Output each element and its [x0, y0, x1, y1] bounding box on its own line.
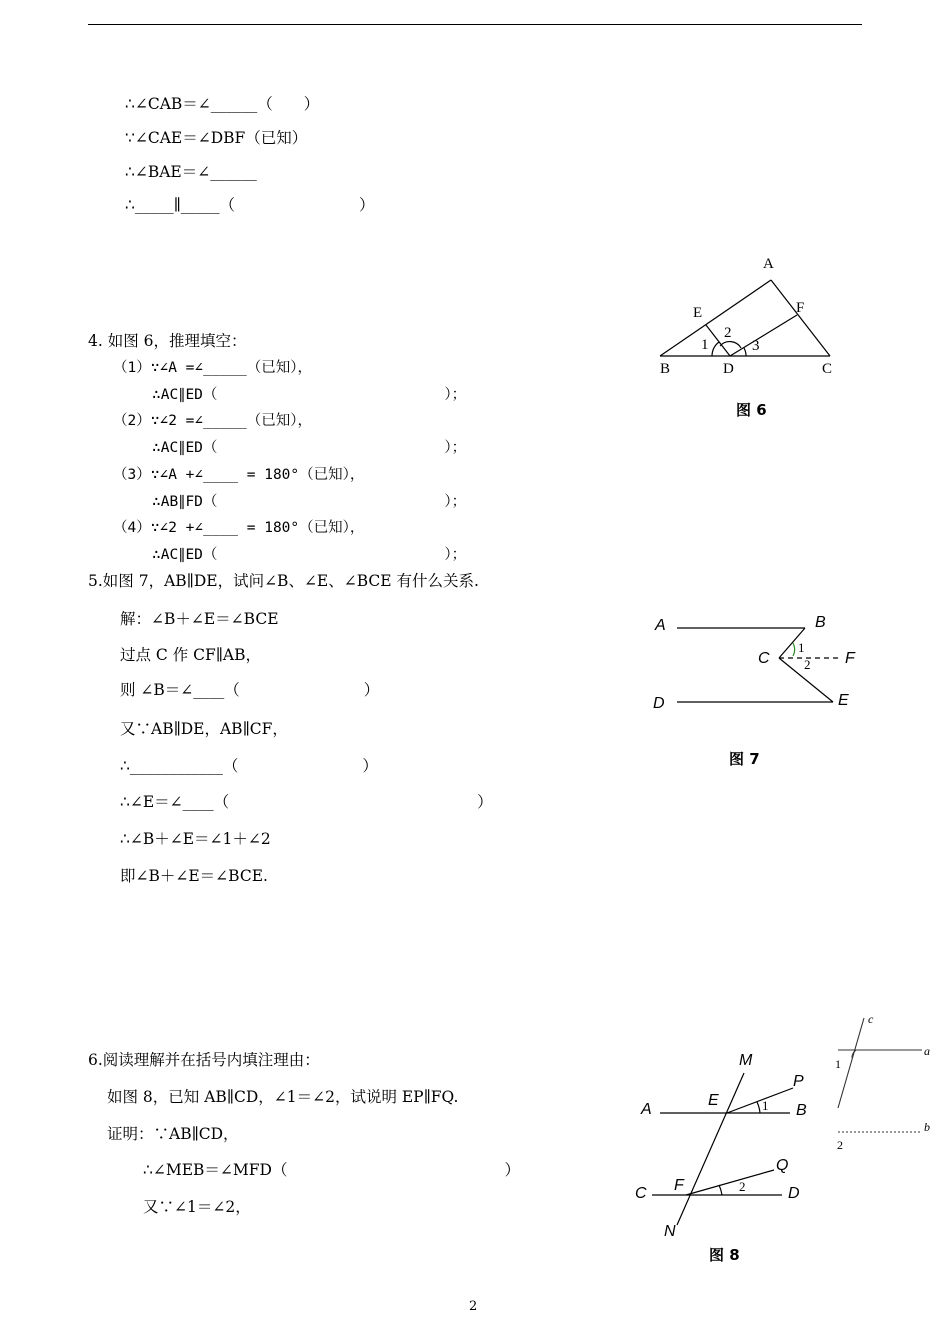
proof-line-4: ∴_____∥_____（ ）	[125, 196, 375, 214]
fig8-label-e: E	[708, 1092, 719, 1109]
q4-line-4: ∴AC∥ED（ ）；	[152, 440, 467, 456]
q6-line-4: 又∵∠1＝∠2，	[143, 1198, 251, 1216]
fig6-caption: 图 6	[736, 401, 767, 419]
side-label-2: 2	[837, 1138, 843, 1152]
q5-line-6: ∴∠E＝∠____（ ）	[120, 793, 493, 811]
q6-line-1: 如图 8，已知 AB∥CD，∠1＝∠2，试说明 EP∥FQ.	[107, 1088, 459, 1106]
fig6-label-c: C	[822, 361, 833, 377]
fig7-label-e: E	[838, 692, 849, 709]
side-label-c: c	[868, 1012, 874, 1026]
q6-line-3: ∴∠MEB＝∠MFD（ ）	[143, 1161, 520, 1179]
q4-line-2: ∴AC∥ED（ ）；	[152, 387, 467, 403]
side-label-1: 1	[835, 1057, 841, 1071]
fig7-label-f: F	[845, 650, 855, 667]
q5-line-2: 过点 C 作 CF∥AB，	[120, 646, 261, 664]
fig6-label-3: 3	[752, 338, 760, 354]
q4-line-5: （3）∵∠A +∠____ = 180°（已知），	[113, 467, 365, 483]
fig8-caption: 图 8	[709, 1246, 740, 1264]
proof-line-1: ∴∠CAB＝∠______（ ）	[125, 95, 320, 113]
q5-line-3: 则 ∠B＝∠____（ ）	[120, 681, 380, 699]
q5-line-4: 又∵AB∥DE，AB∥CF，	[120, 720, 288, 738]
q4-line-7: （4）∵∠2 +∠____ = 180°（已知），	[113, 520, 365, 536]
fig7-caption: 图 7	[729, 750, 760, 768]
proof-line-3: ∴∠BAE＝∠______	[125, 163, 257, 181]
side-label-b: b	[924, 1120, 930, 1134]
fig6-label-f: F	[796, 300, 805, 316]
fig6-label-e: E	[693, 305, 703, 321]
fig7-label-c: C	[758, 650, 770, 667]
fig7-label-2: 2	[804, 657, 811, 672]
fig8-label-b: B	[796, 1102, 807, 1119]
fig6-label-d: D	[723, 361, 734, 377]
fig7-label-a: A	[655, 617, 666, 634]
fig7-label-b: B	[815, 614, 826, 631]
fig8-label-m: M	[739, 1052, 753, 1069]
fig6-label-2: 2	[724, 325, 732, 341]
fig7-label-1: 1	[798, 640, 805, 655]
fig8-label-2: 2	[739, 1179, 746, 1194]
q6-line-2: 证明：∵AB∥CD，	[107, 1125, 239, 1143]
fig8-label-a: A	[641, 1101, 652, 1118]
side-label-a: a	[924, 1044, 930, 1058]
q5-title: 5.如图 7，AB∥DE，试问∠B、∠E、∠BCE 有什么关系.	[88, 572, 479, 590]
q5-line-1: 解：∠B＋∠E＝∠BCE	[120, 610, 279, 628]
fig8-label-q: Q	[776, 1157, 789, 1174]
fig6-label-b: B	[660, 361, 671, 377]
q4-line-1: （1）∵∠A =∠_____（已知），	[113, 360, 313, 376]
q5-line-8: 即∠B＋∠E＝∠BCE.	[120, 867, 268, 885]
q4-title: 4. 如图 6，推理填空：	[88, 332, 247, 350]
fig8-label-f: F	[674, 1177, 684, 1194]
page-number: 2	[469, 1299, 478, 1314]
q5-line-5: ∴____________（ ）	[120, 757, 378, 775]
q5-line-7: ∴∠B＋∠E＝∠1＋∠2	[120, 830, 271, 848]
fig8-label-n: N	[664, 1223, 676, 1240]
fig8-label-d: D	[788, 1185, 800, 1202]
q4-line-8: ∴AC∥ED（ ）；	[152, 547, 467, 563]
fig8-label-1: 1	[762, 1098, 769, 1113]
q6-title: 6.阅读理解并在括号内填注理由：	[88, 1051, 320, 1069]
fig6-label-a: A	[763, 256, 774, 272]
q4-line-6: ∴AB∥FD（ ）；	[152, 494, 467, 510]
fig8-label-c: C	[635, 1185, 647, 1202]
fig6-label-1: 1	[701, 337, 709, 353]
fig8-label-p: P	[793, 1073, 804, 1090]
fig7-label-d: D	[653, 695, 665, 712]
proof-line-2: ∵∠CAE＝∠DBF（已知）	[125, 129, 308, 147]
q4-line-3: （2）∵∠2 =∠_____（已知），	[113, 413, 313, 429]
